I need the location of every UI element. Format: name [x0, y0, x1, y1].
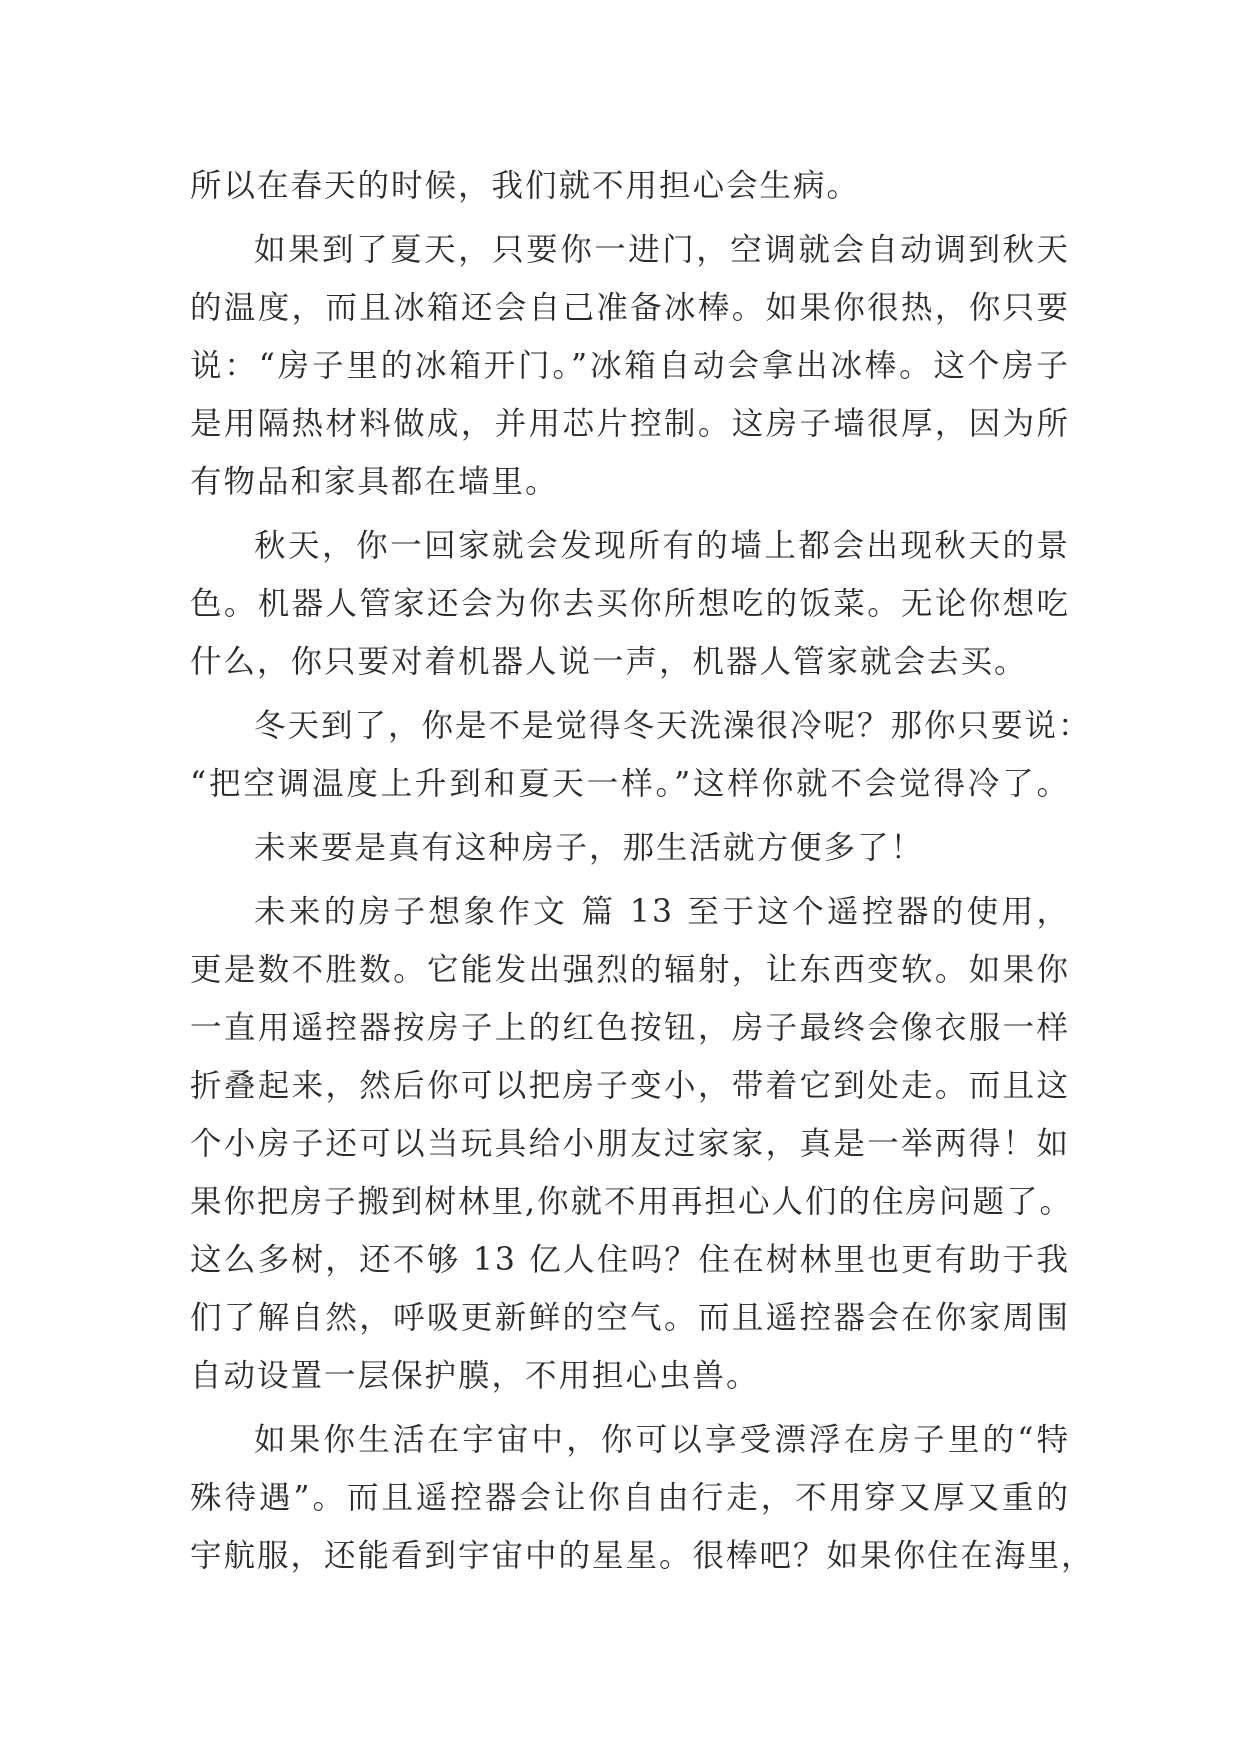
text-line: 果你把房子搬到树林里,你就不用再担心人们的住房问题了。: [190, 1184, 1074, 1220]
text-line: 说：“房子里的冰箱开门。”冰箱自动会拿出冰棒。这个房子: [190, 348, 1070, 384]
text-line: 这么多树，还不够 13 亿人住吗？住在树林里也更有助于我: [190, 1242, 1070, 1278]
text-line: 的温度，而且冰箱还会自己准备冰棒。如果你很热，你只要: [190, 290, 1070, 326]
body-text: [190, 157, 1095, 1585]
text-line: 更是数不胜数。它能发出强烈的辐射，让东西变软。如果你: [190, 952, 1070, 988]
text-line: 秋天，你一回家就会发现所有的墙上都会出现秋天的景: [254, 528, 1070, 564]
text-line: 们了解自然，呼吸更新鲜的空气。而且遥控器会在你家周围: [190, 1300, 1070, 1336]
text-line: 冬天到了，你是不是觉得冬天洗澡很冷呢？那你只要说：: [254, 708, 1092, 744]
text-line: 什么，你只要对着机器人说一声，机器人管家就会去买。: [190, 644, 1028, 680]
text-line: 未来要是真有这种房子，那生活就方便多了！: [254, 830, 925, 866]
text-line: 有物品和家具都在墙里。: [190, 464, 559, 500]
text-line: 殊待遇”。而且遥控器会让你自由行走，不用穿又厚又重的: [190, 1480, 1070, 1516]
text-line: 宇航服，还能看到宇宙中的星星。很棒吧？如果你住在海里，: [190, 1538, 1095, 1574]
text-line: “把空调温度上升到和夏天一样。”这样你就不会觉得冷了。: [190, 766, 1070, 802]
text-line: 一直用遥控器按房子上的红色按钮，房子最终会像衣服一样: [190, 1010, 1070, 1046]
text-line: 个小房子还可以当玩具给小朋友过家家，真是一举两得！如: [190, 1126, 1070, 1162]
text-line: 未来的房子想象作文 篇 13 至于这个遥控器的使用，: [254, 894, 1070, 930]
text-line: 如果到了夏天，只要你一进门，空调就会自动调到秋天: [254, 232, 1070, 268]
text-line: 折叠起来，然后你可以把房子变小，带着它到处走。而且这: [190, 1068, 1070, 1104]
text-line: 色。机器人管家还会为你去买你所想吃的饭菜。无论你想吃: [190, 586, 1070, 622]
text-line: 所以在春天的时候，我们就不用担心会生病。: [190, 168, 861, 204]
text-line: 自动设置一层保护膜，不用担心虫兽。: [190, 1358, 760, 1394]
text-line: 是用隔热材料做成，并用芯片控制。这房子墙很厚，因为所: [190, 406, 1070, 442]
text-line: 如果你生活在宇宙中，你可以享受漂浮在房子里的“特: [254, 1422, 1070, 1458]
